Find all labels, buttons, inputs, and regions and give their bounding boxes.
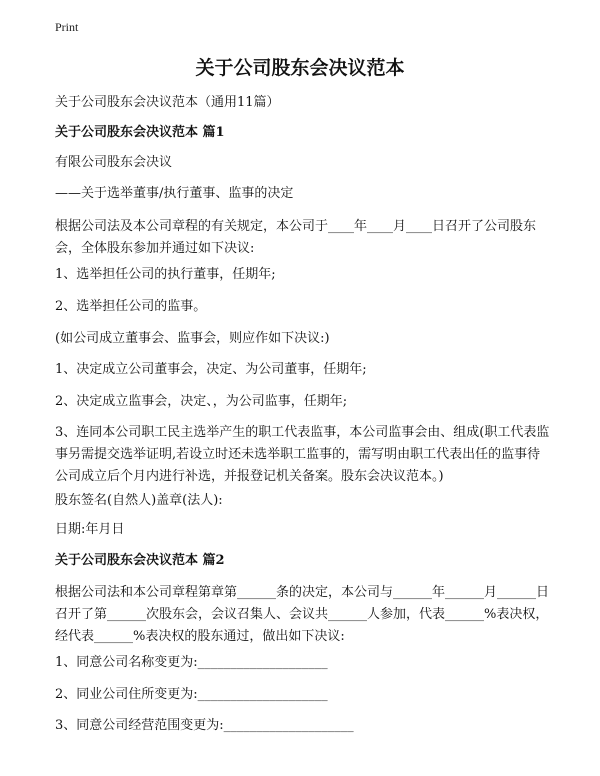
print-link[interactable]: Print [55, 20, 79, 34]
paragraph: (如公司成立董事会、监事会，则应作如下决议:) [55, 331, 330, 346]
date-line: 日期:年月日 [55, 522, 125, 537]
list-item: 1、同意公司名称变更为:____________________ [55, 655, 328, 670]
section-heading-2: 关于公司股东会决议范本 篇2 [55, 553, 225, 568]
section-heading-1: 关于公司股东会决议范本 篇1 [55, 125, 225, 140]
subtitle: 关于公司股东会决议范本（通用11篇） [55, 95, 280, 110]
list-item: 2、决定成立监事会，决定、，为公司监事，任期年; [55, 394, 348, 409]
list-item: 1、选举担任公司的执行董事，任期年; [55, 267, 276, 282]
paragraph: 根据公司法及本公司章程的有关规定，本公司于____年____月____日召开了公司股东会，全体股东参加并通过如下决议: [55, 219, 537, 256]
list-item: 1、决定成立公司董事会，决定、为公司董事，任期年; [55, 362, 367, 377]
signature-line: 股东签名(自然人)盖章(法人): [55, 493, 223, 508]
list-item: 2、同业公司住所变更为:____________________ [55, 687, 328, 702]
list-item: 3、连同本公司职工民主选举产生的职工代表监事，本公司监事会由、组成(职工代表监事另需提交选举证明,若设立时还未选举职工监事的，需写明由职工代表出任的监事待公司成立后个月内进行补选，并报登记机关备案。股东会决议范本。) [55, 425, 550, 484]
paragraph: 有限公司股东会决议 [55, 155, 173, 170]
list-item: 2、选举担任公司的监事。 [55, 299, 207, 314]
list-item: 3、同意公司经营范围变更为:____________________ [55, 718, 354, 733]
paragraph: 根据公司法和本公司章程第章第______条的决定，本公司与______年______月______日召开了第______次股东会，会议召集人、会议共______人参加，代表______%表决权，经代表______%表决权的股东通过，做出如下决议: [55, 585, 550, 644]
document-title: 关于公司股东会决议范本 [195, 57, 405, 79]
paragraph: ——关于选举董事/执行董事、监事的决定 [55, 186, 294, 201]
